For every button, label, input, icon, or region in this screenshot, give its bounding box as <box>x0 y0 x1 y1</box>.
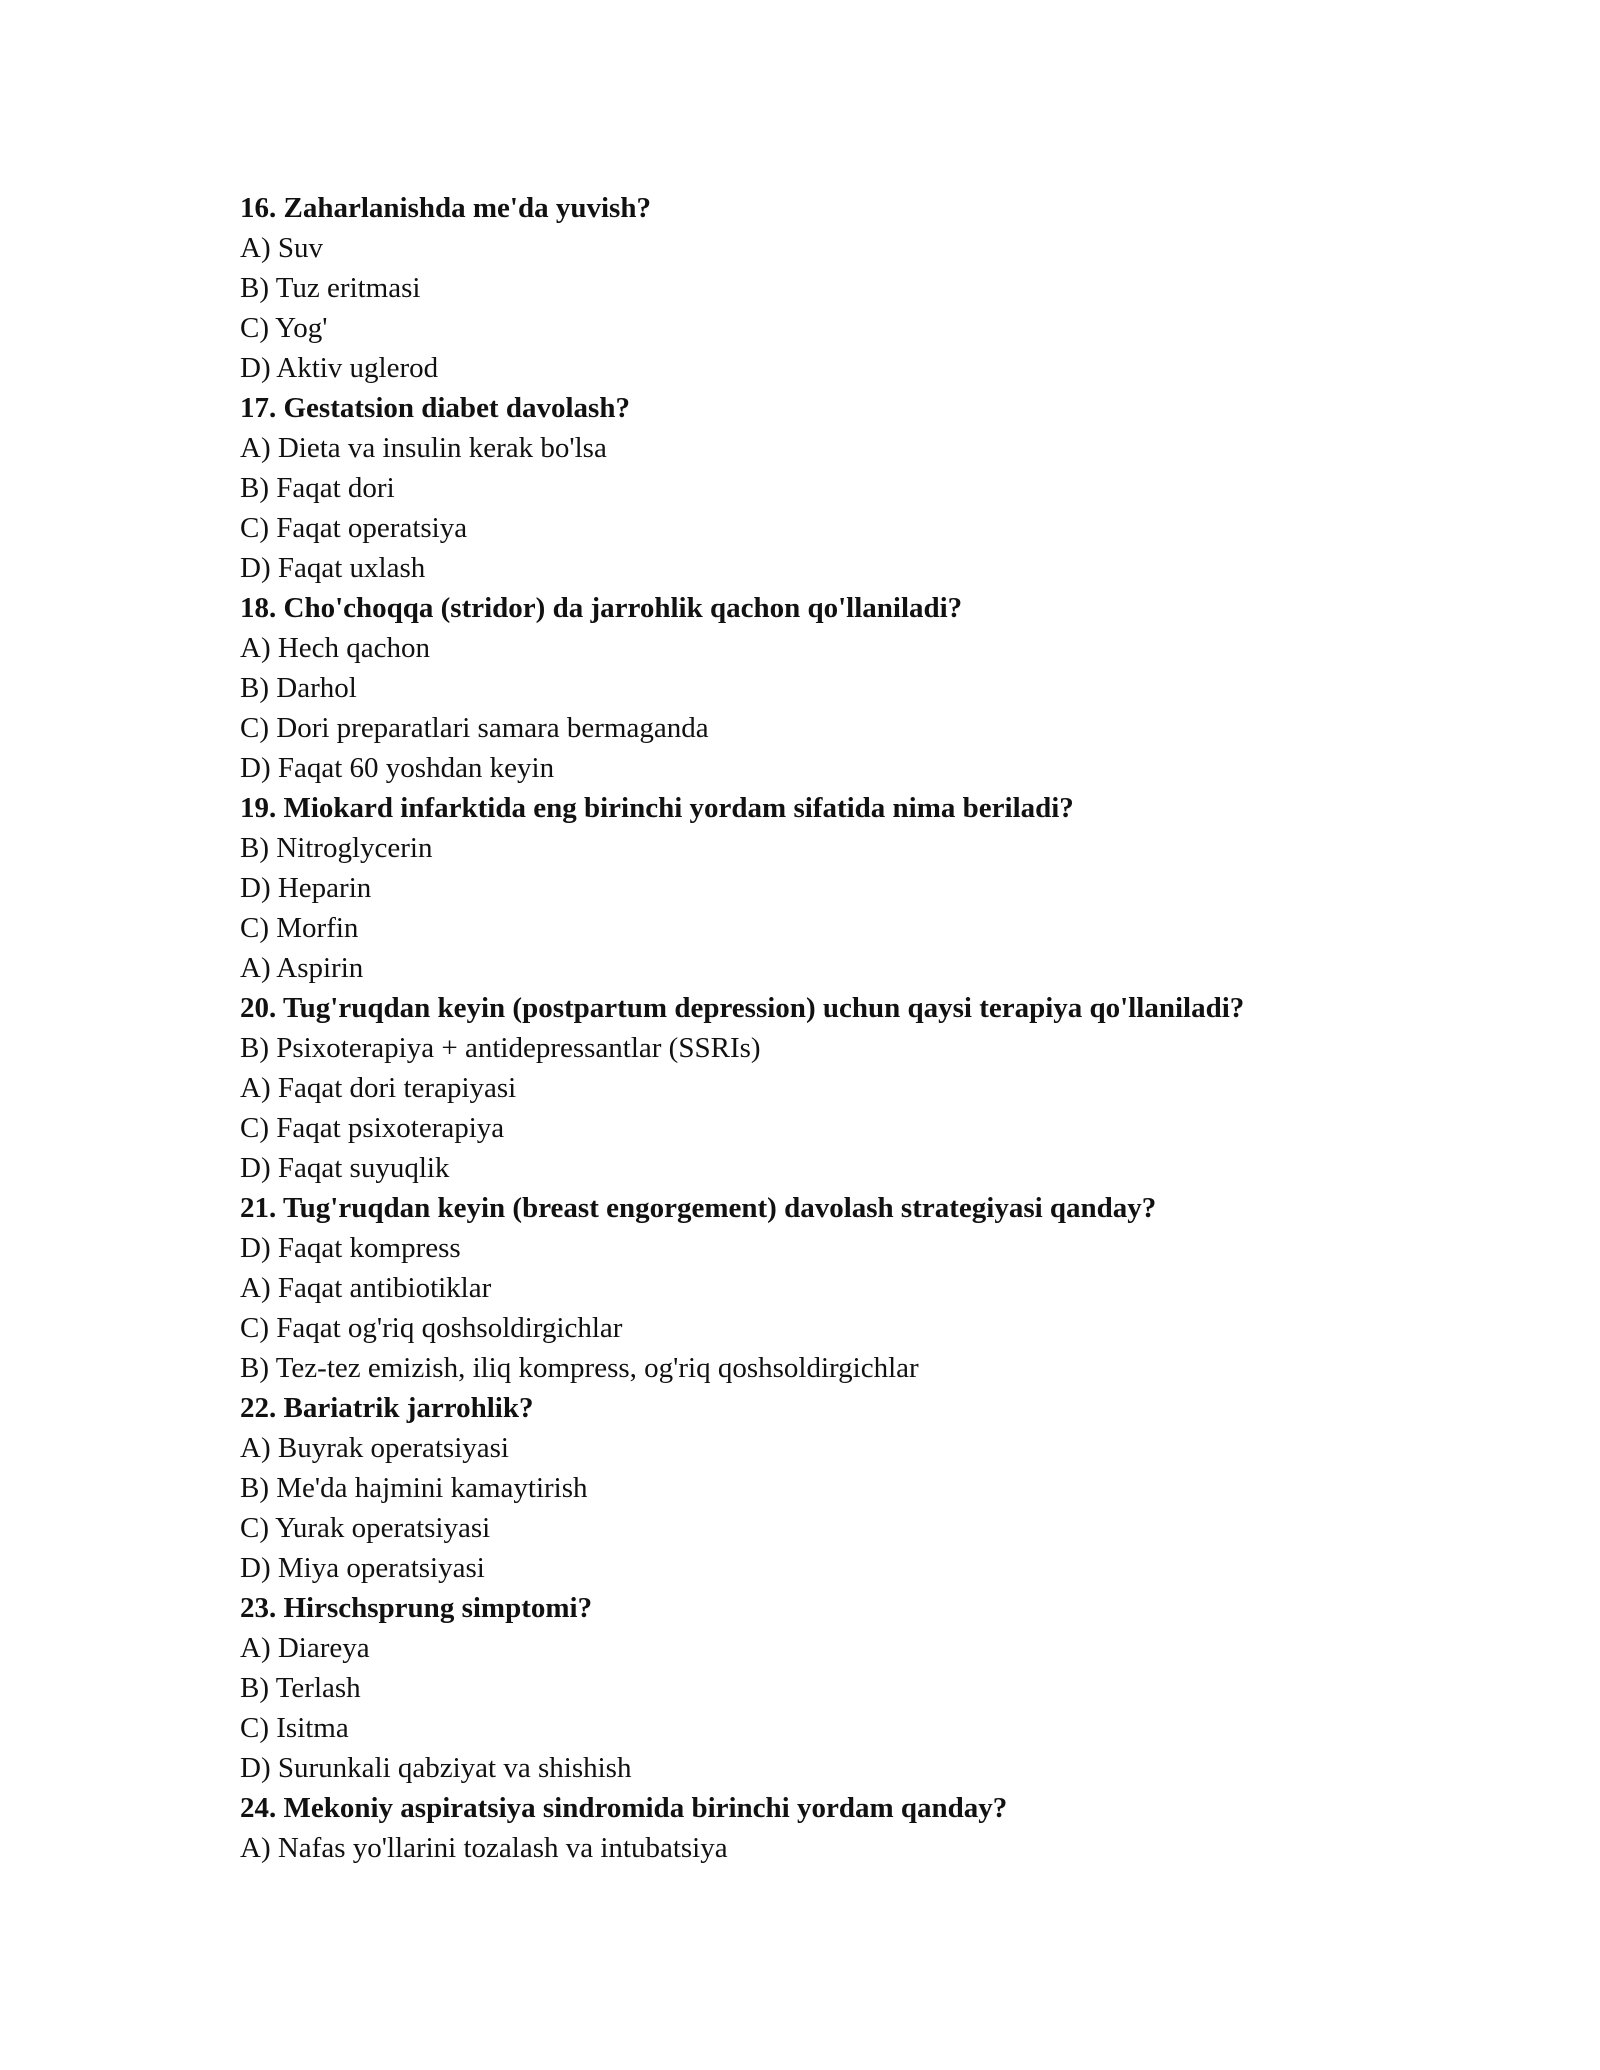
question-22 <box>240 1388 1440 1588</box>
answer-option: D) Surunkali qabziyat va shishish <box>240 1752 632 1784</box>
question-20 <box>240 988 1440 1188</box>
answer-option: A) Hech qachon <box>240 632 431 664</box>
answer-option: B) Psixoterapiya + antidepressantlar (SSRIs) <box>240 1032 761 1064</box>
answer-option: D) Aktiv uglerod <box>240 352 439 384</box>
question-title: 20. Tug'ruqdan keyin (postpartum depression) uchun qaysi terapiya qo'llaniladi? <box>240 992 1245 1024</box>
answer-option: B) Tez-tez emizish, iliq kompress, og'riq qoshsoldirgichlar <box>240 1352 919 1384</box>
answer-option: B) Darhol <box>240 672 357 704</box>
question-19 <box>240 788 1440 988</box>
answer-option: C) Faqat og'riq qoshsoldirgichlar <box>240 1312 623 1344</box>
answer-option: C) Morfin <box>240 912 359 944</box>
answer-option: B) Nitroglycerin <box>240 832 433 864</box>
answer-option: C) Isitma <box>240 1712 349 1744</box>
question-23 <box>240 1588 1440 1788</box>
question-title: 24. Mekoniy aspiratsiya sindromida birinchi yordam qanday? <box>240 1792 1008 1824</box>
question-18 <box>240 588 1440 788</box>
question-title: 16. Zaharlanishda me'da yuvish? <box>240 192 651 224</box>
question-17 <box>240 388 1440 588</box>
answer-option: A) Nafas yo'llarini tozalash va intubatsiya <box>240 1832 728 1864</box>
question-16 <box>240 188 1440 388</box>
answer-option: A) Faqat antibiotiklar <box>240 1272 492 1304</box>
answer-option: A) Faqat dori terapiyasi <box>240 1072 517 1104</box>
answer-option: A) Suv <box>240 232 323 264</box>
answer-option: B) Faqat dori <box>240 472 395 504</box>
answer-option: D) Faqat suyuqlik <box>240 1152 450 1184</box>
question-title: 19. Miokard infarktida eng birinchi yordam sifatida nima beriladi? <box>240 792 1074 824</box>
answer-option: C) Yurak operatsiyasi <box>240 1512 491 1544</box>
question-title: 23. Hirschsprung simptomi? <box>240 1592 593 1624</box>
answer-option: A) Dieta va insulin kerak bo'lsa <box>240 432 607 464</box>
question-title: 17. Gestatsion diabet davolash? <box>240 392 630 424</box>
answer-option: C) Dori preparatlari samara bermaganda <box>240 712 709 744</box>
question-title: 21. Tug'ruqdan keyin (breast engorgement) davolash strategiyasi qanday? <box>240 1192 1157 1224</box>
answer-option: C) Yog' <box>240 312 328 344</box>
answer-option: A) Buyrak operatsiyasi <box>240 1432 509 1464</box>
answer-option: C) Faqat operatsiya <box>240 512 468 544</box>
answer-option: C) Faqat psixoterapiya <box>240 1112 505 1144</box>
document-page <box>240 188 1440 1868</box>
answer-option: B) Me'da hajmini kamaytirish <box>240 1472 588 1504</box>
answer-option: D) Miya operatsiyasi <box>240 1552 485 1584</box>
question-title: 22. Bariatrik jarrohlik? <box>240 1392 534 1424</box>
question-title: 18. Cho'choqqa (stridor) da jarrohlik qachon qo'llaniladi? <box>240 592 963 624</box>
answer-option: D) Faqat kompress <box>240 1232 461 1264</box>
answer-option: A) Diareya <box>240 1632 370 1664</box>
answer-option: D) Faqat 60 yoshdan keyin <box>240 752 555 784</box>
answer-option: B) Tuz eritmasi <box>240 272 421 304</box>
question-21 <box>240 1188 1440 1388</box>
answer-option: A) Aspirin <box>240 952 364 984</box>
answer-option: D) Heparin <box>240 872 372 904</box>
answer-option: B) Terlash <box>240 1672 361 1704</box>
answer-option: D) Faqat uxlash <box>240 552 426 584</box>
question-24 <box>240 1788 1440 1868</box>
